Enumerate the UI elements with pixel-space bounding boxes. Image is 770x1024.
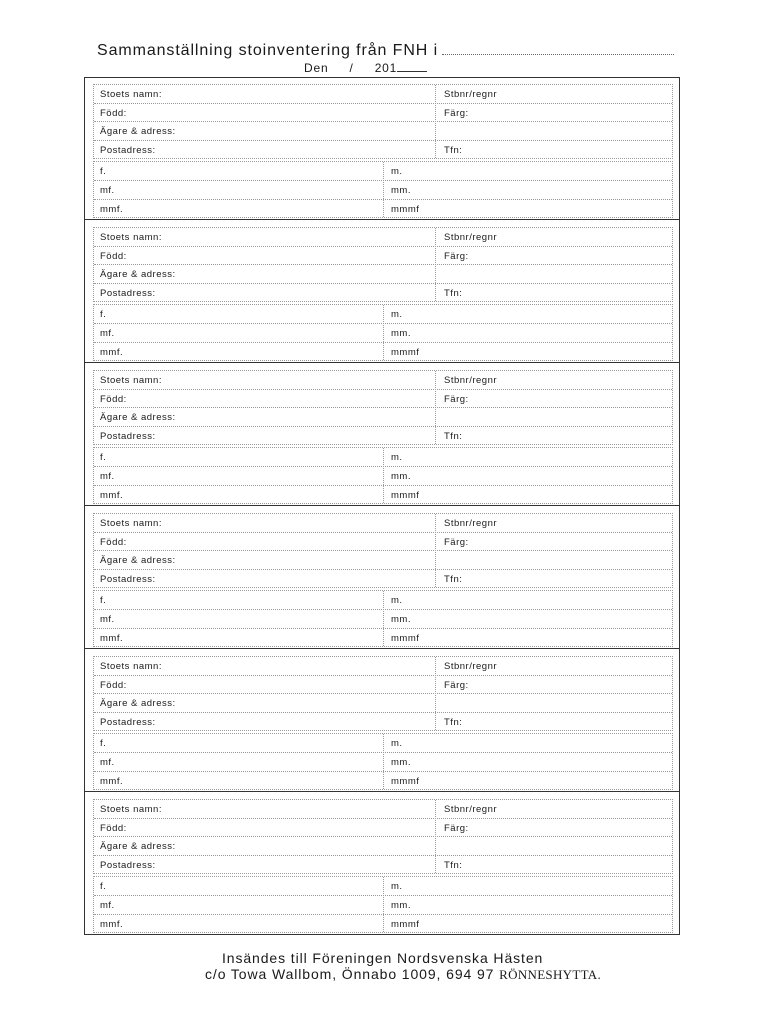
submission-address-line1: Insändes till Föreningen Nordsvenska Hästen: [222, 950, 544, 966]
pedigree-row[interactable]: [94, 896, 672, 915]
dam-dam-dam-sire-label: mmmf: [391, 204, 420, 215]
dam-label: m.: [391, 309, 403, 320]
dam-dam-sire-label: mmf.: [100, 490, 124, 501]
dam-sire-label: mf.: [100, 757, 115, 768]
postal-label: Postadress:: [100, 573, 156, 585]
owner-label: Ägare & adress:: [100, 269, 176, 280]
mare-details-group: [93, 84, 673, 159]
dam-dam-dam-sire-label: mmmf: [391, 919, 420, 930]
mare-details-group: [93, 656, 673, 731]
page-title: Sammanställning stoinventering från FNH i: [97, 42, 674, 60]
owner-row[interactable]: [94, 837, 672, 856]
owner-row[interactable]: [94, 694, 672, 713]
mare-name-label: Stoets namn:: [100, 89, 162, 100]
dam-label: m.: [391, 452, 403, 463]
birth-label: Född:: [100, 536, 127, 548]
dam-label: m.: [391, 166, 403, 177]
sire-label: f.: [100, 309, 107, 320]
pedigree-row[interactable]: [94, 734, 672, 753]
postal-row[interactable]: [94, 856, 672, 875]
birth-row[interactable]: [94, 819, 672, 838]
dam-dam-sire-label: mmf.: [100, 347, 124, 358]
dam-dam-label: mm.: [391, 471, 411, 482]
dam-dam-sire-label: mmf.: [100, 633, 124, 644]
submission-address-line2: [205, 966, 601, 983]
stud-number-label: Stbnr/regnr: [444, 232, 498, 243]
birth-row[interactable]: [94, 533, 672, 552]
pedigree-row[interactable]: [94, 467, 672, 486]
dam-dam-dam-sire-label: mmmf: [391, 490, 420, 501]
mare-name-row[interactable]: [94, 371, 672, 390]
pedigree-row[interactable]: [94, 753, 672, 772]
color-label: Färg:: [444, 679, 469, 691]
dam-dam-label: mm.: [391, 757, 411, 768]
stud-number-label: Stbnr/regnr: [444, 89, 498, 100]
pedigree-row[interactable]: [94, 610, 672, 629]
dam-sire-label: mf.: [100, 471, 115, 482]
dam-label: m.: [391, 738, 403, 749]
pedigree-row[interactable]: [94, 162, 672, 181]
mare-entry-block: [85, 793, 679, 935]
dam-dam-dam-sire-label: mmmf: [391, 347, 420, 358]
pedigree-row[interactable]: [94, 343, 672, 362]
sire-label: f.: [100, 166, 107, 177]
mare-entry-block: [85, 221, 679, 363]
pedigree-group: [93, 447, 673, 504]
dam-label: m.: [391, 595, 403, 606]
dam-dam-sire-label: mmf.: [100, 919, 124, 930]
date-label: Den: [304, 61, 329, 75]
postal-row[interactable]: [94, 427, 672, 446]
dam-dam-label: mm.: [391, 900, 411, 911]
mare-entry-block: [85, 364, 679, 506]
birth-label: Född:: [100, 822, 127, 834]
birth-label: Född:: [100, 107, 127, 119]
birth-row[interactable]: [94, 104, 672, 123]
date-separator: /: [349, 61, 354, 75]
mare-name-row[interactable]: [94, 85, 672, 104]
mare-name-label: Stoets namn:: [100, 518, 162, 529]
dam-dam-label: mm.: [391, 614, 411, 625]
date-year-fill-line[interactable]: [397, 70, 427, 72]
owner-row[interactable]: [94, 408, 672, 427]
mare-details-group: [93, 799, 673, 874]
pedigree-row[interactable]: [94, 324, 672, 343]
dam-label: m.: [391, 881, 403, 892]
dam-dam-label: mm.: [391, 328, 411, 339]
mare-entry-block: [85, 78, 679, 220]
owner-row[interactable]: [94, 551, 672, 570]
pedigree-row[interactable]: [94, 915, 672, 934]
date-year: 201: [374, 61, 398, 75]
pedigree-row[interactable]: [94, 181, 672, 200]
pedigree-row[interactable]: [94, 448, 672, 467]
owner-label: Ägare & adress:: [100, 412, 176, 423]
color-label: Färg:: [444, 393, 469, 405]
pedigree-row[interactable]: [94, 772, 672, 791]
pedigree-row[interactable]: [94, 486, 672, 505]
birth-label: Född:: [100, 393, 127, 405]
dam-sire-label: mf.: [100, 614, 115, 625]
mare-name-row[interactable]: [94, 514, 672, 533]
mare-name-row[interactable]: [94, 657, 672, 676]
stud-number-label: Stbnr/regnr: [444, 661, 498, 672]
dam-dam-dam-sire-label: mmmf: [391, 776, 420, 787]
color-label: Färg:: [444, 536, 469, 548]
color-label: Färg:: [444, 250, 469, 262]
postal-label: Postadress:: [100, 430, 156, 442]
pedigree-group: [93, 590, 673, 647]
mare-name-label: Stoets namn:: [100, 804, 162, 815]
address-city: RÖNNESHYTTA.: [499, 967, 602, 982]
mare-details-group: [93, 513, 673, 588]
mare-name-label: Stoets namn:: [100, 661, 162, 672]
mare-entry-block: [85, 507, 679, 649]
phone-label: Tfn:: [444, 859, 463, 871]
mare-details-group: [93, 370, 673, 445]
sire-label: f.: [100, 738, 107, 749]
pedigree-row[interactable]: [94, 305, 672, 324]
pedigree-row[interactable]: [94, 591, 672, 610]
phone-label: Tfn:: [444, 716, 463, 728]
owner-row[interactable]: [94, 265, 672, 284]
birth-label: Född:: [100, 250, 127, 262]
postal-label: Postadress:: [100, 287, 156, 299]
pedigree-row[interactable]: [94, 200, 672, 219]
dam-dam-sire-label: mmf.: [100, 776, 124, 787]
dam-dam-label: mm.: [391, 185, 411, 196]
color-label: Färg:: [444, 107, 469, 119]
owner-label: Ägare & adress:: [100, 698, 176, 709]
mare-name-row[interactable]: [94, 228, 672, 247]
postal-row[interactable]: [94, 570, 672, 589]
phone-label: Tfn:: [444, 430, 463, 442]
pedigree-group: [93, 733, 673, 790]
mare-name-row[interactable]: [94, 800, 672, 819]
birth-row[interactable]: [94, 390, 672, 409]
postal-label: Postadress:: [100, 144, 156, 156]
stud-number-label: Stbnr/regnr: [444, 518, 498, 529]
pedigree-group: [93, 304, 673, 361]
stud-number-label: Stbnr/regnr: [444, 804, 498, 815]
mare-name-label: Stoets namn:: [100, 375, 162, 386]
title-fill-line[interactable]: [442, 53, 674, 55]
phone-label: Tfn:: [444, 144, 463, 156]
phone-label: Tfn:: [444, 573, 463, 585]
dam-sire-label: mf.: [100, 185, 115, 196]
mare-details-group: [93, 227, 673, 302]
stud-number-label: Stbnr/regnr: [444, 375, 498, 386]
owner-row[interactable]: [94, 122, 672, 141]
postal-row[interactable]: [94, 141, 672, 160]
sire-label: f.: [100, 595, 107, 606]
pedigree-group: [93, 876, 673, 933]
birth-label: Född:: [100, 679, 127, 691]
phone-label: Tfn:: [444, 287, 463, 299]
dam-dam-dam-sire-label: mmmf: [391, 633, 420, 644]
date-line: [304, 61, 427, 75]
address-street: c/o Towa Wallbom, Önnabo 1009, 694 97: [205, 966, 500, 982]
owner-label: Ägare & adress:: [100, 555, 176, 566]
owner-label: Ägare & adress:: [100, 126, 176, 137]
sire-label: f.: [100, 881, 107, 892]
postal-row[interactable]: [94, 284, 672, 303]
inventory-form: [84, 77, 680, 935]
pedigree-group: [93, 161, 673, 218]
postal-label: Postadress:: [100, 859, 156, 871]
mare-entry-block: [85, 650, 679, 792]
owner-label: Ägare & adress:: [100, 841, 176, 852]
mare-name-label: Stoets namn:: [100, 232, 162, 243]
color-label: Färg:: [444, 822, 469, 834]
postal-row[interactable]: [94, 713, 672, 732]
pedigree-row[interactable]: [94, 877, 672, 896]
dam-sire-label: mf.: [100, 900, 115, 911]
dam-dam-sire-label: mmf.: [100, 204, 124, 215]
birth-row[interactable]: [94, 247, 672, 266]
sire-label: f.: [100, 452, 107, 463]
postal-label: Postadress:: [100, 716, 156, 728]
birth-row[interactable]: [94, 676, 672, 695]
dam-sire-label: mf.: [100, 328, 115, 339]
pedigree-row[interactable]: [94, 629, 672, 648]
